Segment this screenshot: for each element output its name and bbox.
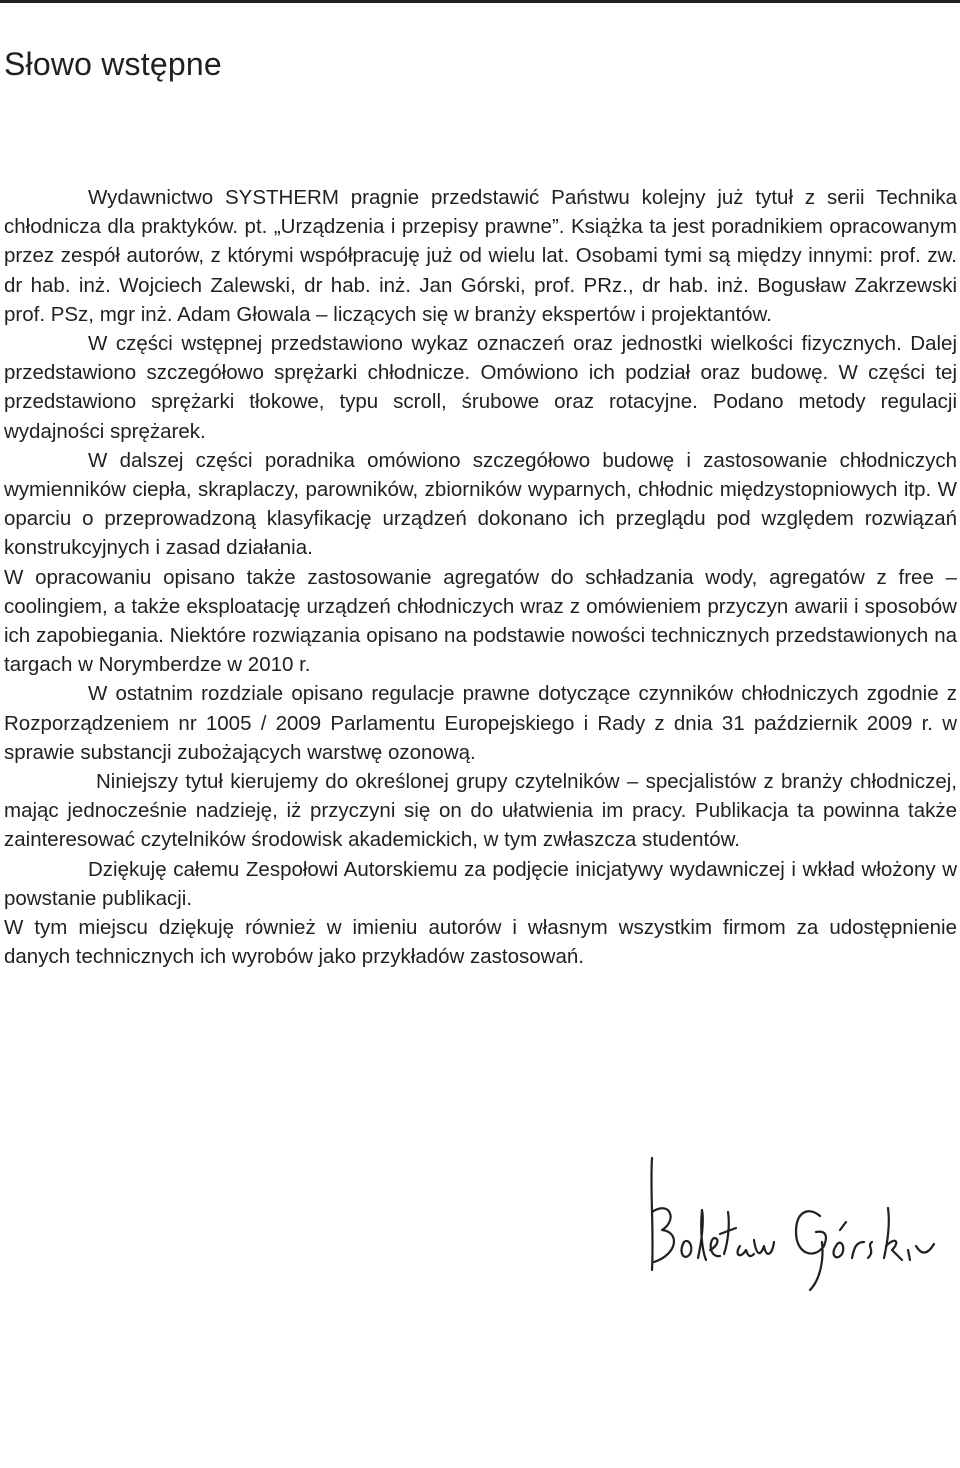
paragraph-compressors: W części wstępnej przedstawiono wykaz oznaczeń oraz jednostki wielkości fizycznych. Dalej przedstawiono szczegółowo sprężarki chłodnicze. Omówiono ich podział oraz budowę. W części tej przedstawiono sprężarki tłokowe, typu scroll, śrubowe oraz rotacyjne. Podano metody regulacji wydajności sprężarek.	[4, 332, 957, 443]
top-rule	[0, 0, 960, 3]
paragraph-audience: Niniejszy tytuł kierujemy do określonej grupy czytelników – specjalistów z branży chłodniczej, mając jednocześnie nadzieję, iż przyczyni się on do ułatwienia im pracy. Publikacja ta powinna także zainteresować czytelników środowisk akademickich, w tym zwłaszcza studentów.	[4, 770, 957, 852]
body-text	[4, 183, 957, 971]
signature	[640, 1150, 940, 1300]
paragraph-thanks-team: Dziękuję całemu Zespołowi Autorskiemu za podjęcie inicjatywy wydawniczej i wkład włożony w powstanie publikacji.	[4, 857, 957, 910]
paragraph-regulations: W ostatnim rozdziale opisano regulacje prawne dotyczące czynników chłodniczych zgodnie z Rozporządzeniem nr 1005 / 2009 Parlamentu Europejskiego i Rady z dnia 31 październik 2009 r. w sprawie substancji zubożających warstwę ozonową.	[4, 682, 957, 764]
paragraph-thanks-companies: W tym miejscu dziękuję również w imieniu autorów i własnym wszystkim firmom za udostępnienie danych technicznych ich wyrobów jako przykładów zastosowań.	[4, 916, 957, 969]
page-title: Słowo wstępne	[4, 46, 222, 82]
paragraph-intro: Wydawnictwo SYSTHERM pragnie przedstawić Państwu kolejny już tytuł z serii Technika chłodnicza dla praktyków. pt. „Urządzenia i przepisy prawne”. Książka ta jest poradnikiem opracowanym przez zespół autorów, z którymi współpracuję już od wielu lat. Osobami tymi są między innymi: prof. zw. dr hab. inż. Wojciech Zalewski, dr hab. inż. Jan Górski, prof. PRz., dr hab. inż. Bogusław Zakrzewski prof. PSz, mgr inż. Adam Głowala – liczących się w branży ekspertów i projektantów.	[4, 186, 957, 326]
paragraph-aggregates: W opracowaniu opisano także zastosowanie agregatów do schładzania wody, agregatów z free – coolingiem, a także eksploatację urządzeń chłodniczych wraz z omówieniem przyczyn awarii i sposobów ich zapobiegania. Niektóre rozwiązania opisano na podstawie nowości technicznych przedstawionych na targach w Norymberdze w 2010 r.	[4, 565, 957, 677]
signature-drawing	[640, 1150, 940, 1300]
paragraph-heat-exchangers: W dalszej części poradnika omówiono szczegółowo budowę i zastosowanie chłodniczych wymienników ciepła, skraplaczy, parowników, zbiorników wyparnych, chłodnic międzystopniowych itp. W oparciu o przeprowadzoną klasyfikację urządzeń dokonano ich przeglądu pod względem rozwiązań konstrukcyjnych i zasad działania.	[4, 448, 957, 560]
